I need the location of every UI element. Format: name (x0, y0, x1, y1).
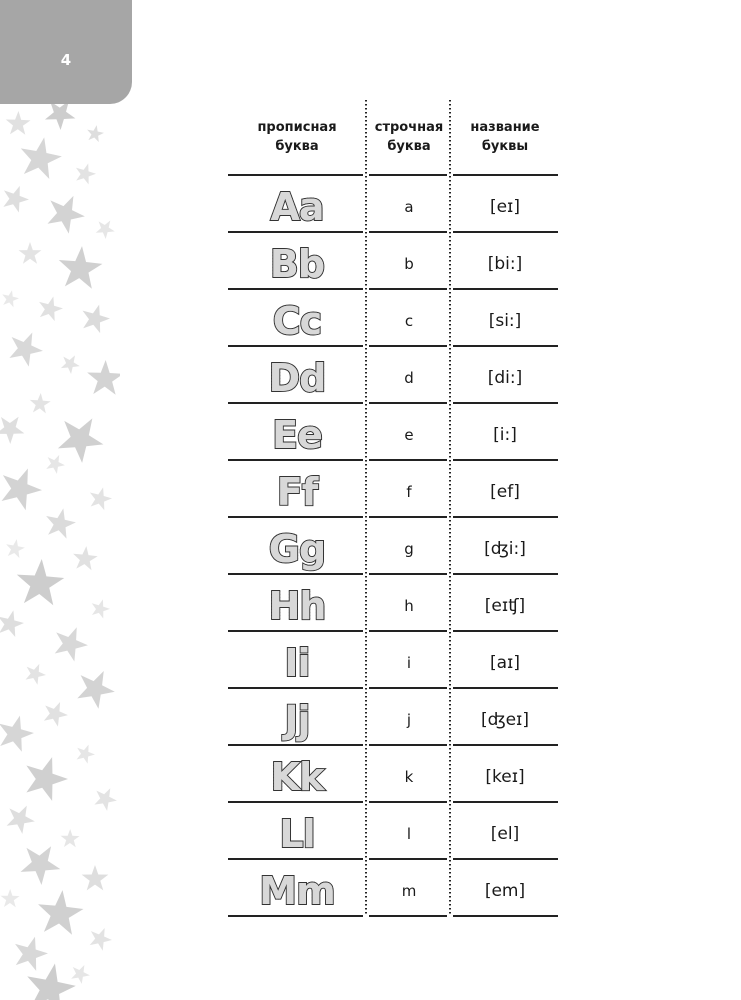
letter-pair-cell (228, 805, 366, 862)
table-row (228, 463, 558, 520)
letter-name-cell: [eɪ] (489, 196, 521, 217)
header-name-line2: буквы (481, 139, 529, 154)
table-row (228, 805, 558, 862)
letter-pair: Kk (270, 754, 324, 799)
letter-pair-cell (228, 463, 366, 520)
letter-name-cell: [si:] (488, 310, 522, 331)
letter-name-cell: [di:] (487, 367, 523, 388)
letter-name-cell: [em] (484, 880, 526, 901)
letter-pair-cell (228, 235, 366, 292)
letter-pair: Ii (284, 640, 310, 685)
header-lowercase-line2: буква (387, 139, 431, 154)
table-row (228, 862, 558, 919)
letter-name-cell: [ʤeɪ] (480, 709, 530, 730)
letter-name-cell: [el] (490, 823, 520, 844)
table-row (228, 178, 558, 235)
lowercase-cell: h (404, 596, 414, 615)
lowercase-cell: e (404, 425, 414, 444)
letter-name-cell: [eɪʧ] (484, 595, 526, 616)
letter-name-cell: [ʤi:] (484, 538, 526, 559)
letter-pair-cell (228, 178, 366, 235)
header-uppercase-line1: прописная (257, 120, 337, 135)
letter-pair: Mm (259, 868, 335, 913)
table-row (228, 520, 558, 577)
letter-pair: Hh (268, 583, 326, 628)
letter-pair: Jj (284, 697, 310, 742)
lowercase-cell: b (404, 254, 414, 273)
letter-pair-cell (228, 748, 366, 805)
letter-pair-cell (228, 520, 366, 577)
letter-name-cell: [i:] (493, 424, 517, 445)
letter-pair-cell (228, 577, 366, 634)
table-row (228, 748, 558, 805)
lowercase-cell: j (406, 710, 412, 729)
letter-pair: Aa (270, 184, 324, 229)
header-letter-name (452, 118, 558, 156)
letter-pair-cell (228, 292, 366, 349)
letter-pair: Ee (272, 412, 322, 457)
table-row (228, 235, 558, 292)
lowercase-cell: m (401, 881, 417, 900)
header-lowercase (368, 118, 450, 156)
letter-pair-cell (228, 349, 366, 406)
table-row (228, 691, 558, 748)
header-uppercase-line2: буква (275, 139, 319, 154)
letter-pair: Bb (269, 241, 325, 286)
lowercase-cell: a (404, 197, 414, 216)
letter-name-cell: [ef] (490, 481, 520, 502)
letter-pair: Ff (276, 469, 318, 514)
table-row (228, 406, 558, 463)
letter-pair-cell (228, 634, 366, 691)
letter-name-cell: [aɪ] (490, 652, 520, 673)
lowercase-cell: g (404, 539, 414, 558)
letter-name-cell: [keɪ] (485, 766, 525, 787)
table-row (228, 577, 558, 634)
letter-pair: Gg (268, 526, 326, 571)
table-row (228, 292, 558, 349)
letter-name-cell: [bi:] (487, 253, 523, 274)
lowercase-cell: k (404, 767, 414, 786)
letter-pair-cell (228, 691, 366, 748)
table-row (228, 349, 558, 406)
lowercase-cell: i (406, 653, 412, 672)
letter-pair-cell (228, 406, 366, 463)
header-uppercase (228, 118, 366, 156)
lowercase-cell: c (404, 311, 414, 330)
header-name-line1: название (470, 120, 540, 135)
header-lowercase-line1: строчная (374, 120, 444, 135)
page-number: 4 (60, 51, 72, 69)
letter-pair: Ll (279, 811, 315, 856)
table-row (228, 634, 558, 691)
table-header (228, 118, 558, 168)
lowercase-cell: l (406, 824, 412, 843)
letter-pair: Dd (268, 355, 326, 400)
lowercase-cell: f (406, 482, 412, 501)
lowercase-cell: d (404, 368, 414, 387)
letter-pair: Cc (272, 298, 322, 343)
letter-pair-cell (228, 862, 366, 919)
